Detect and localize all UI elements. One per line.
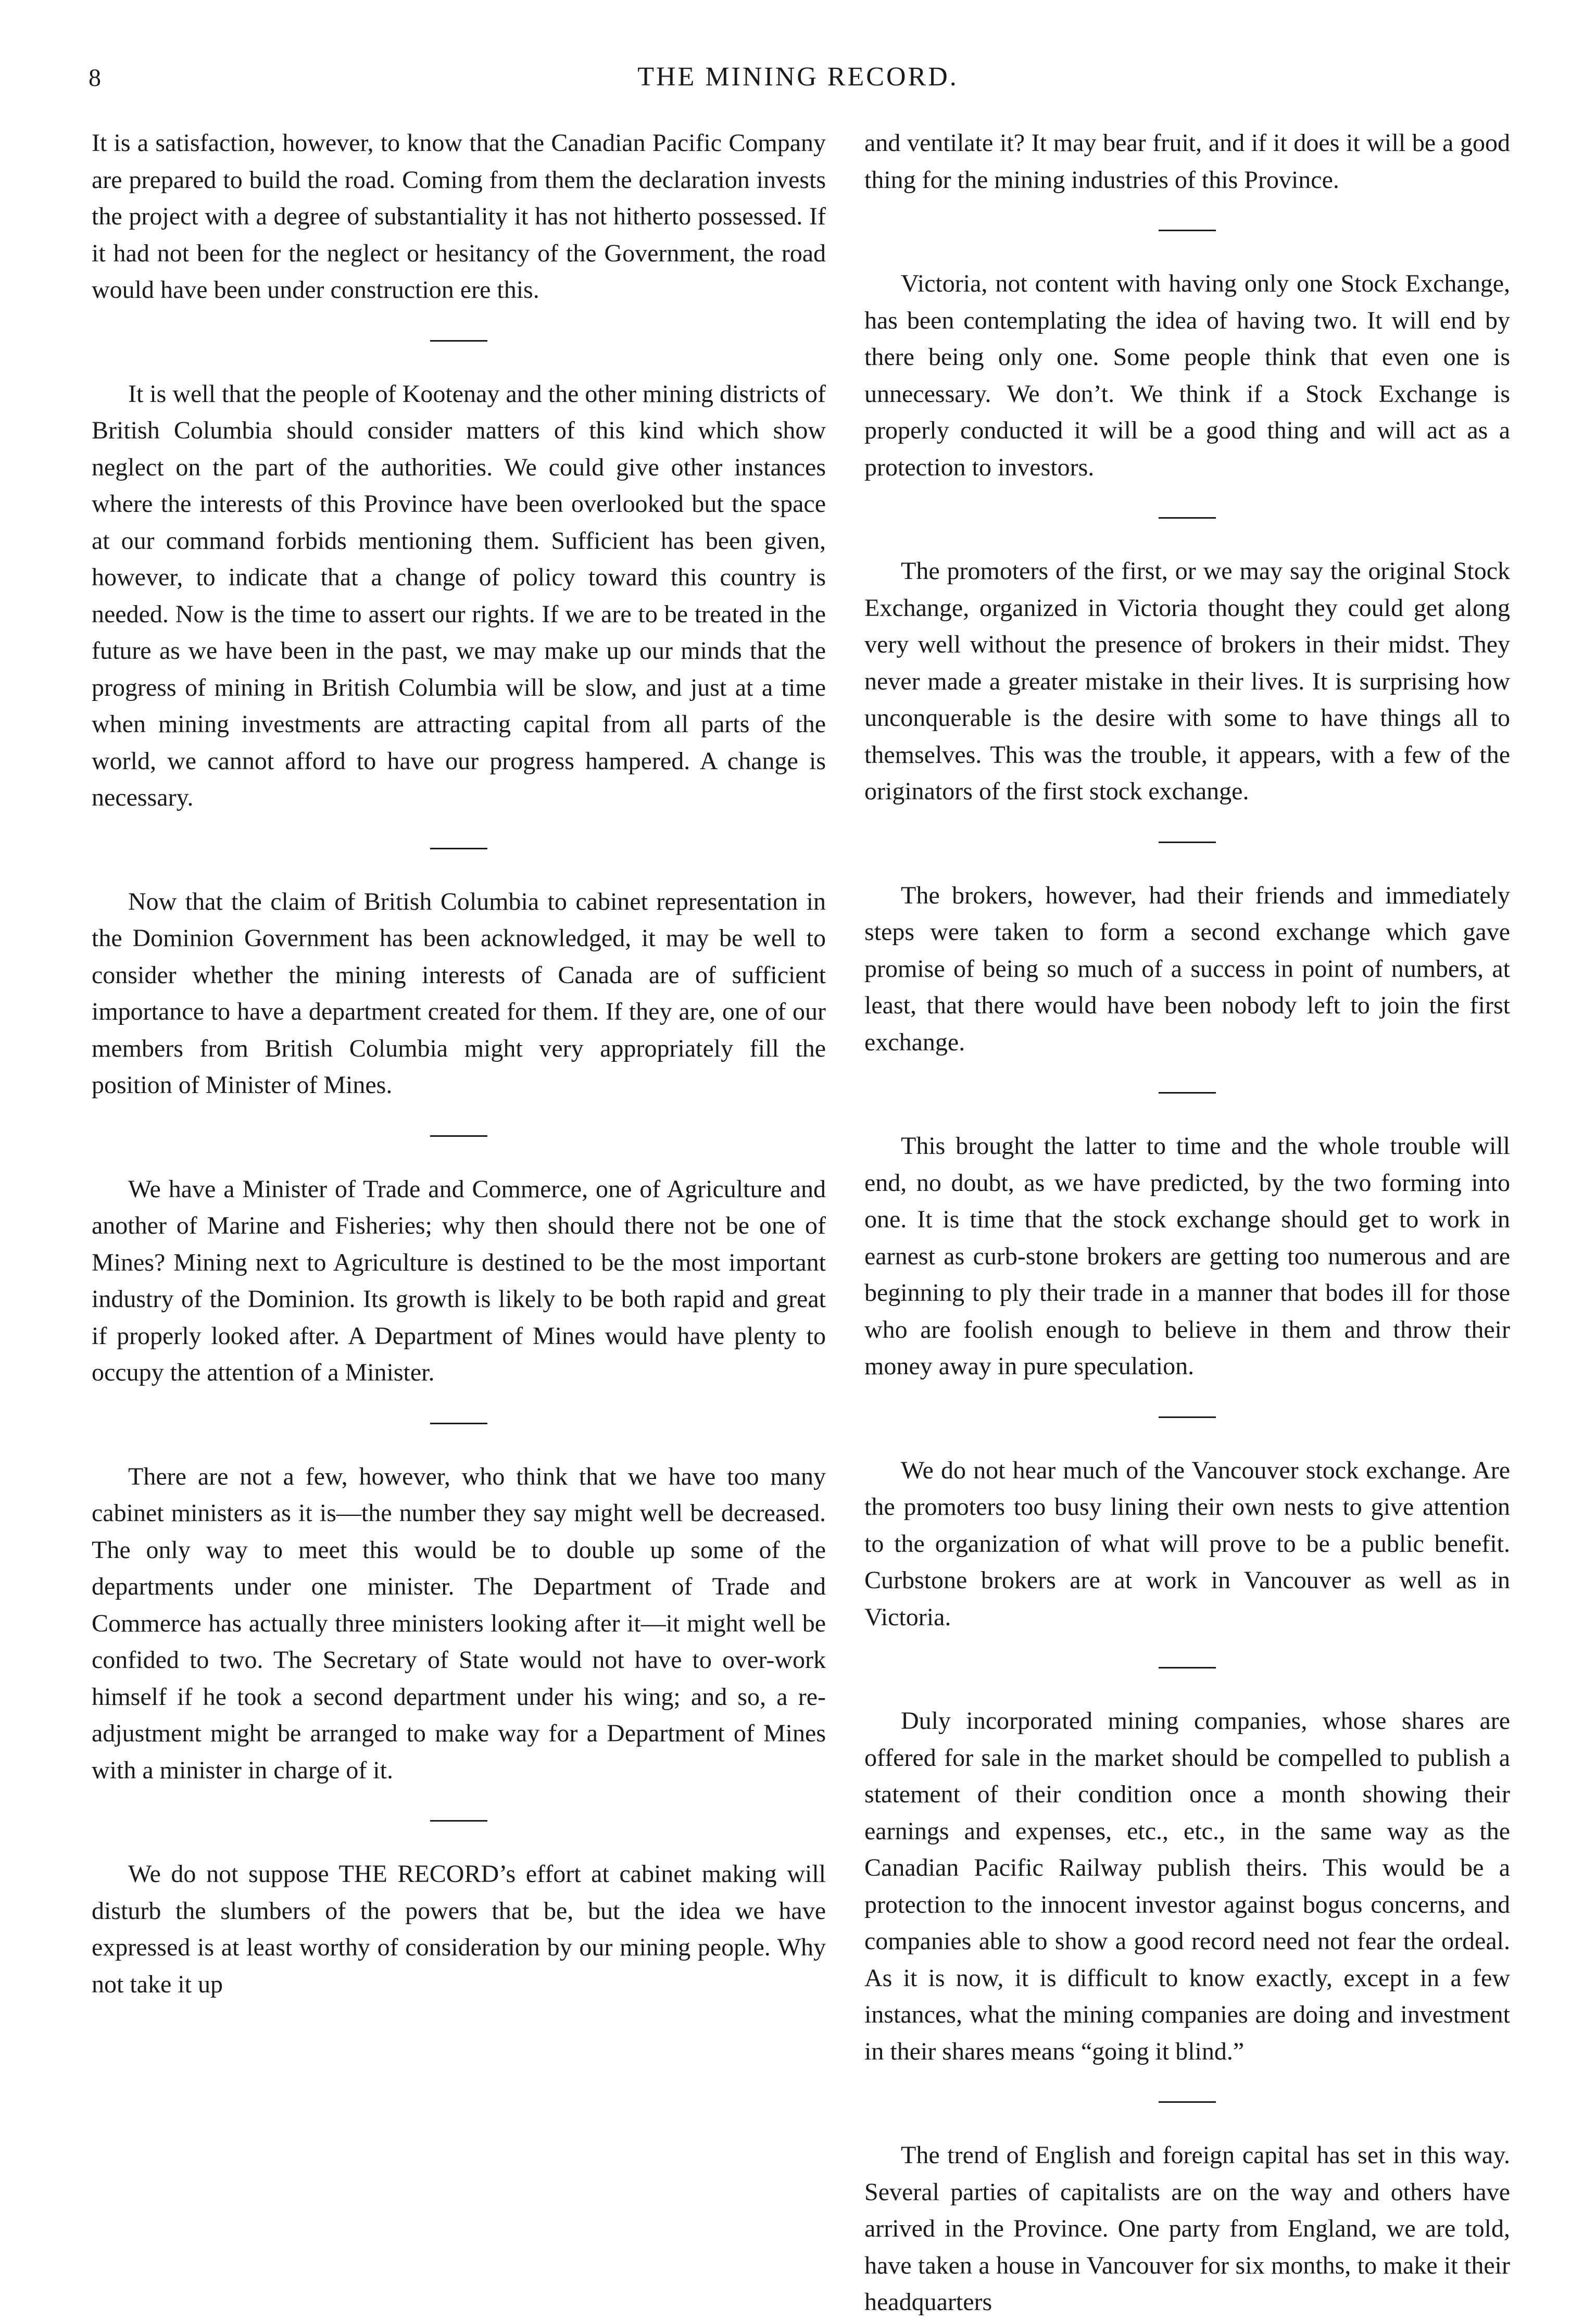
left-column [92,125,826,2003]
right-column [864,125,1510,2321]
article-paragraph: We do not suppose THE RECORD’s effort at cabinet making will disturb the slumbers of the powers that be, but the idea we have expressed is at least worthy of consideration by our mining people. Why not take it up [92,1860,826,1998]
article-paragraph: The brokers, however, had their friends and immediately steps were taken to form a second exchange which gave promise of being so much of a success in point of numbers, at least, that there would have been nobody left to join the first exchange. [864,881,1510,1056]
section-divider [1159,517,1216,519]
article-paragraph: We do not hear much of the Vancouver stock exchange. Are the promoters too busy lining their own nests to give attention to the organization of what will prove to be a public benefit. Curbstone brokers are at work in Vancouver as well as in Victoria. [864,1456,1510,1631]
article-paragraph: and ventilate it? It may bear fruit, and if it does it will be a good thing for the mining industries of this Province. [864,129,1510,194]
article-paragraph: It is a satisfaction, however, to know that the Canadian Pacific Company are prepared to build the road. Coming from them the declaration invests the project with a degree of substantiality it has not hitherto possessed. If it had not been for the neglect or hesitancy of the Government, the road would have been under construction ere this. [92,129,826,304]
section-divider [1159,2101,1216,2103]
article-paragraph: The trend of English and foreign capital has set in this way. Several parties of capitalists are on the way and others have arrived in the Province. One party from England, we are told, have taken a house in Vancouver for six months, to make it their headquarters [864,2141,1510,2316]
article-paragraph: It is well that the people of Kootenay and the other mining districts of British Columbia should consider matters of this kind which show neglect on the part of the authorities. We could give other instances where the interests of this Province have been overlooked but the space at our command forbids mentioning them. Sufficient has been given, however, to indicate that a change of policy toward this country is needed. Now is the time to assert our rights. If we are to be treated in the future as we have been in the past, we may make up our minds that the progress of mining in British Columbia will be slow, and just at a time when mining investments are attracting capital from all parts of the world, we cannot afford to have our progress hampered. A change is necessary. [92,380,826,811]
section-divider [430,848,487,849]
section-divider [1159,1092,1216,1094]
page-number: 8 [89,64,101,92]
section-divider [430,1820,487,1822]
section-divider [1159,1667,1216,1668]
article-paragraph: Now that the claim of British Columbia to cabinet representation in the Dominion Government has been acknowledged, it may be well to consider whether the mining interests of Canada are of sufficient importance to have a department created for them. If they are, one of our members from British Columbia might very appropriately fill the position of Minister of Mines. [92,887,826,1099]
section-divider [1159,842,1216,843]
article-paragraph: There are not a few, however, who think that we have too many cabinet ministers as it is—the number they say might well be decreased. The only way to meet this would be to double up some of the departments under one minister. The Department of Trade and Commerce has actually three ministers looking after it—it might well be confided to two. The Secretary of State would not have to over-work himself if he took a second department under his wing; and so, a re-adjustment might be arranged to make way for a Department of Mines with a minister in charge of it. [92,1462,826,1784]
article-paragraph: We have a Minister of Trade and Commerce, one of Agriculture and another of Marine and Fisheries; why then should there not be one of Mines? Mining next to Agriculture is destined to be the most important industry of the Dominion. Its growth is likely to be both rapid and great if properly looked after. A Department of Mines would have plenty to occupy the attention of a Minister. [92,1175,826,1386]
article-paragraph: The promoters of the first, or we may say the original Stock Exchange, organized in Victoria thought they could get along very well without the presence of brokers in their midst. They never made a greater mistake in their lives. It is surprising how unconquerable is the desire with some to have things all to themselves. This was the trouble, it appears, with a few of the originators of the first stock exchange. [864,557,1510,805]
section-divider [1159,1416,1216,1418]
section-divider [430,340,487,342]
section-divider [430,1423,487,1424]
running-title: THE MINING RECORD. [637,62,959,92]
article-paragraph: Victoria, not content with having only one Stock Exchange, has been contemplating the idea of having two. It will end by there being only one. Some people think that even one is unnecessary. We don’t. We think if a Stock Exchange is properly conducted it will be a good thing and will act as a protection to investors. [864,270,1510,481]
section-divider [1159,230,1216,231]
article-paragraph: This brought the latter to time and the whole trouble will end, no doubt, as we have predicted, by the two forming into one. It is time that the stock exchange should get to work in earnest as curb-stone brokers are getting too numerous and are beginning to ply their trade in a manner that bodes ill for those who are foolish enough to believe in them and throw their money away in pure speculation. [864,1132,1510,1380]
section-divider [430,1135,487,1137]
article-paragraph: Duly incorporated mining companies, whose shares are offered for sale in the market should be compelled to publish a statement of their condition once a month showing their earnings and expenses, etc., etc., in the same way as the Canadian Pacific Railway publish theirs. This would be a protection to the innocent investor against bogus concerns, and companies able to show a good record need not fear the ordeal. As it is now, it is difficult to know exactly, except in a few instances, what the mining companies are doing and investment in their shares means “going it blind.” [864,1707,1510,2065]
